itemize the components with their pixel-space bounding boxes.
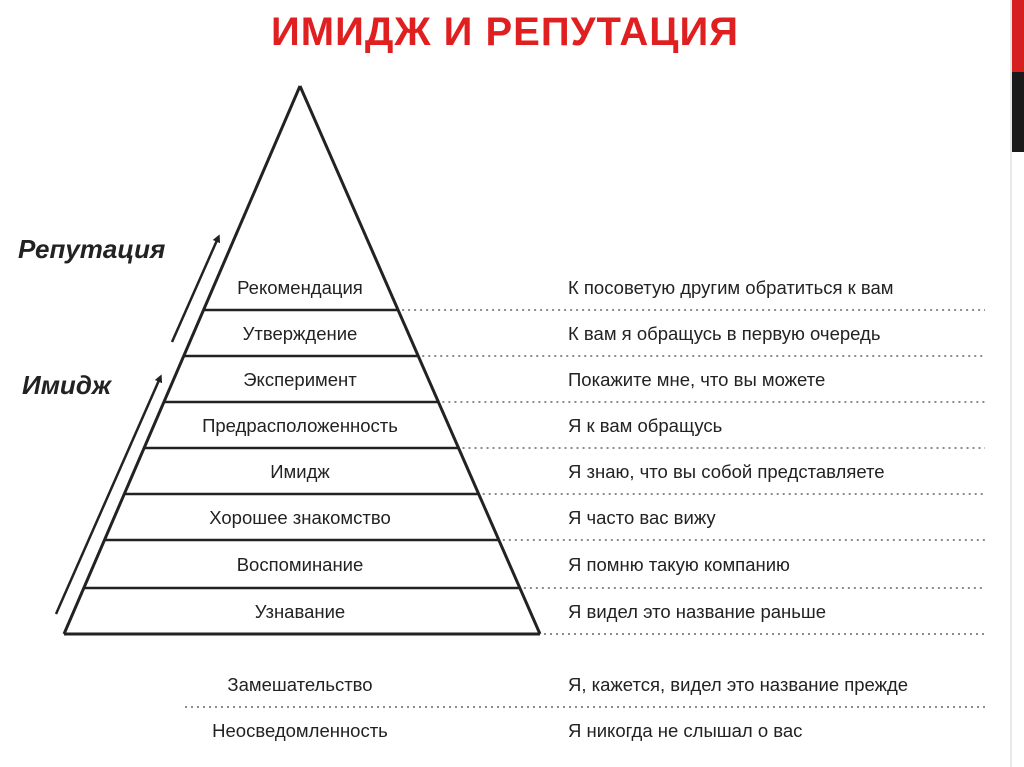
below-level-description: Я, кажется, видел это название прежде xyxy=(568,674,909,695)
below-level-label: Неосведомленность xyxy=(212,720,388,741)
pyramid-level-description: Я знаю, что вы собой представляете xyxy=(568,461,885,482)
pyramid-right-edge xyxy=(300,86,540,634)
pyramid-level-label: Воспоминание xyxy=(236,554,364,575)
pyramid-level-description: Покажите мне, что вы можете xyxy=(568,369,826,390)
pyramid-level-label: Эксперимент xyxy=(243,369,357,390)
image-side-label: Имидж xyxy=(22,370,112,400)
pyramid-level-description: Я часто вас вижу xyxy=(568,507,716,528)
pyramid-level-label: Хорошее знакомство xyxy=(209,507,391,528)
slide-title: ИМИДЖ И РЕПУТАЦИЯ xyxy=(271,10,739,54)
below-level-label: Замешательство xyxy=(227,674,373,695)
below-level-description: Я никогда не слышал о вас xyxy=(568,720,803,741)
pyramid-level-label: Утверждение xyxy=(242,323,358,344)
pyramid-rows xyxy=(84,277,985,741)
pyramid-level-label: Рекомендация xyxy=(237,277,363,298)
pyramid-left-edge xyxy=(64,86,300,634)
pyramid-level-description: К посоветую другим обратиться к вам xyxy=(568,277,894,298)
pyramid-level-description: К вам я обращусь в первую очередь xyxy=(568,323,881,344)
pyramid-level-description: Я помню такую компанию xyxy=(568,554,790,575)
pyramid-level-label: Узнавание xyxy=(254,601,346,622)
pyramid-level-label: Имидж xyxy=(270,461,330,482)
reputation-side-label: Репутация xyxy=(18,234,166,264)
pyramid-level-description: Я видел это название раньше xyxy=(568,601,827,622)
image-arrow xyxy=(56,378,160,614)
pyramid-level-label: Предрасположенность xyxy=(202,415,398,436)
pyramid-level-description: Я к вам обращусь xyxy=(568,415,723,436)
